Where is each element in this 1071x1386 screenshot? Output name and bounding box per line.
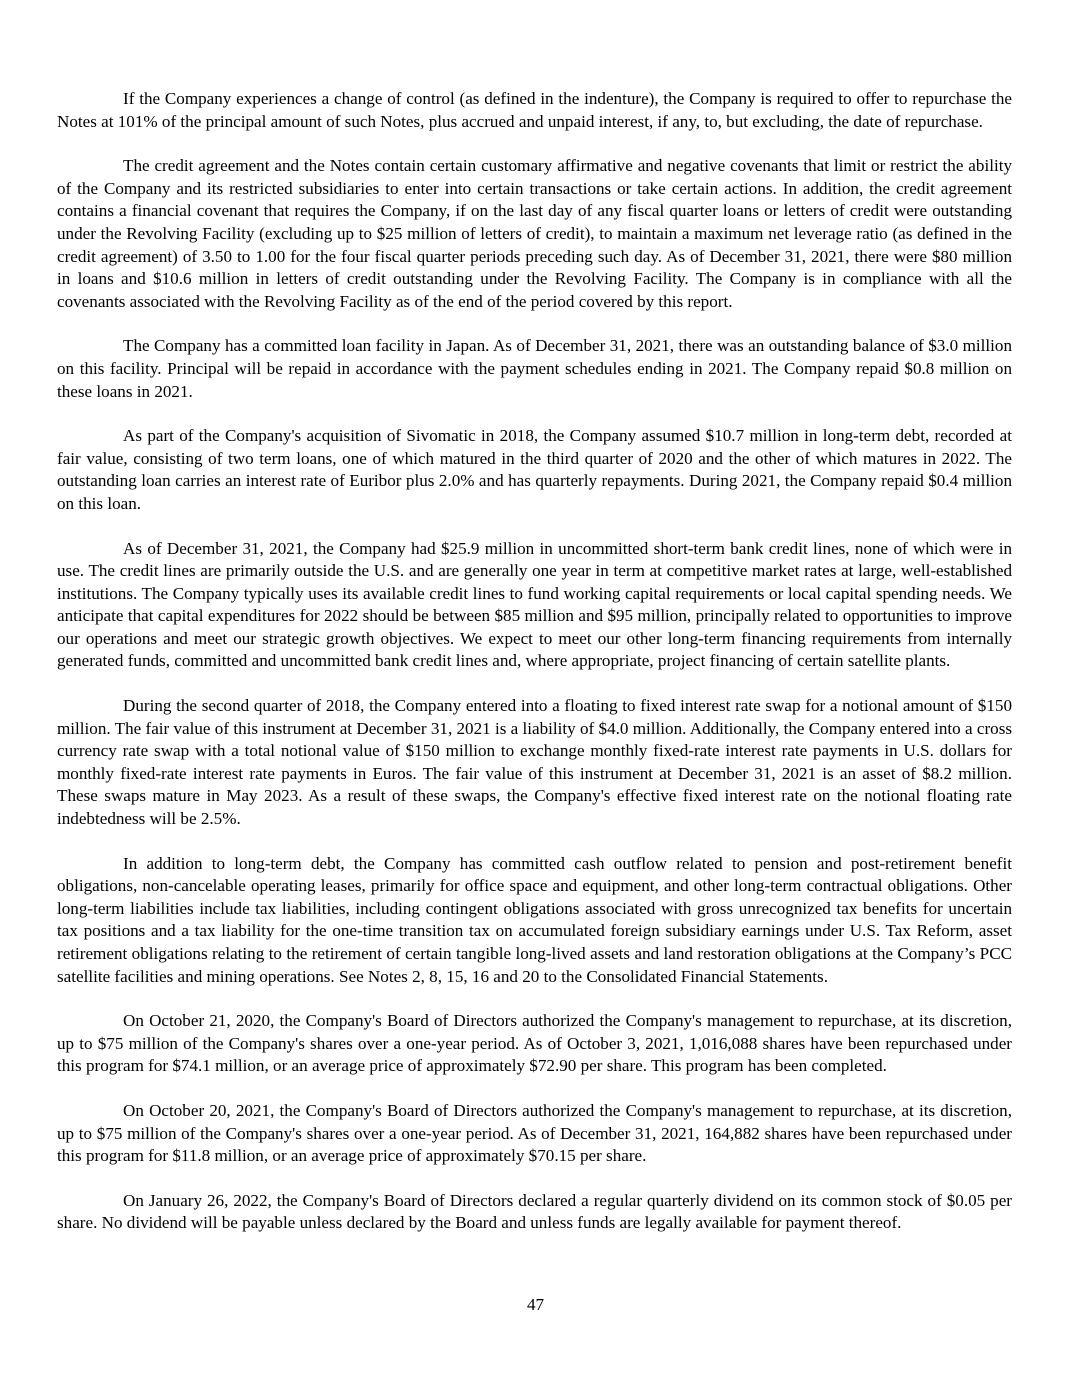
document-body [57,88,1012,1235]
paragraph-japan-loan-facility: The Company has a committed loan facility in Japan. As of December 31, 2021, there was an outstanding balance of $3.0 million on this facility. Principal will be repaid in accordance with the payment schedules ending in 2021. The Company repaid $0.8 million on these loans in 2021. [57,336,1012,401]
paragraph-uncommitted-credit-lines: As of December 31, 2021, the Company had $25.9 million in uncommitted short-term bank credit lines, none of which were in use. The credit lines are primarily outside the U.S. and are generally one year in term at competitive market rates at large, well-established institutions. The Company typically uses its available credit lines to fund working capital requirements or local capital spending needs. We anticipate that capital expenditures for 2022 should be between $85 million and $95 million, principally related to opportunities to improve our operations and meet our strategic growth objectives. We expect to meet our other long-term financing requirements from internally generated funds, committed and uncommitted bank credit lines and, where appropriate, project financing of certain satellite plants. [57,538,1012,671]
page-number: 47 [526,1295,545,1314]
paragraph-sivomatic-acquisition-debt: As part of the Company's acquisition of Sivomatic in 2018, the Company assumed $10.7 million in long-term debt, recorded at fair value, consisting of two term loans, one of which matured in the third quarter of 2020 and the other of which matures in 2022. The outstanding loan carries an interest rate of Euribor plus 2.0% and has quarterly repayments. During 2021, the Company repaid $0.4 million on this loan. [57,426,1012,513]
paragraph-other-long-term-obligations: In addition to long-term debt, the Company has committed cash outflow related to pension and post-retirement benefit obligations, non-cancelable operating leases, primarily for office space and equipment, and other long-term contractual obligations. Other long-term liabilities include tax liabilities, including contingent obligations associated with gross unrecognized tax benefits for uncertain tax positions and a tax liability for the one-time transition tax on accumulated foreign subsidiary earnings under U.S. Tax Reform, asset retirement obligations relating to the retirement of certain tangible long-lived assets and land restoration obligations at the Company’s PCC satellite facilities and mining operations. See Notes 2, 8, 15, 16 and 20 to the Consolidated Financial Statements. [57,853,1012,986]
paragraph-credit-agreement-covenants: The credit agreement and the Notes contain certain customary affirmative and negative covenants that limit or restrict the ability of the Company and its restricted subsidiaries to enter into certain transactions or take certain actions. In addition, the credit agreement contains a financial covenant that requires the Company, if on the last day of any fiscal quarter loans or letters of credit were outstanding under the Revolving Facility (excluding up to $25 million of letters of credit), to maintain a maximum net leverage ratio (as defined in the credit agreement) of 3.50 to 1.00 for the four fiscal quarter periods preceding such day. As of December 31, 2021, there were $80 million in loans and $10.6 million in letters of credit outstanding under the Revolving Facility. The Company is in compliance with all the covenants associated with the Revolving Facility as of the end of the period covered by this report. [57,156,1012,311]
paragraph-change-of-control: If the Company experiences a change of control (as defined in the indenture), the Company is required to offer to repurchase the Notes at 101% of the principal amount of such Notes, plus accrued and unpaid interest, if any, to, but excluding, the date of repurchase. [57,89,1012,131]
paragraph-interest-rate-swaps: During the second quarter of 2018, the Company entered into a floating to fixed interest rate swap for a notional amount of $150 million. The fair value of this instrument at December 31, 2021 is a liability of $4.0 million. Additionally, the Company entered into a cross currency rate swap with a total notional value of $150 million to exchange monthly fixed-rate interest rate payments in U.S. dollars for monthly fixed-rate interest rate payments in Euros. The fair value of this instrument at December 31, 2021 is an asset of $8.2 million. These swaps mature in May 2023. As a result of these swaps, the Company's effective fixed interest rate on the notional floating rate indebtedness will be 2.5%. [57,696,1012,829]
paragraph-quarterly-dividend: On January 26, 2022, the Company's Board of Directors declared a regular quarterly dividend on its common stock of $0.05 per share. No dividend will be payable unless declared by the Board and unless funds are legally available for payment thereof. [57,1190,1012,1233]
paragraph-buyback-october-2021: On October 20, 2021, the Company's Board of Directors authorized the Company's management to repurchase, at its discretion, up to $75 million of the Company's shares over a one-year period. As of December 31, 2021, 164,882 shares have been repurchased under this program for $11.8 million, or an average price of approximately $70.15 per share. [57,1100,1012,1166]
paragraph-buyback-october-2020: On October 21, 2020, the Company's Board of Directors authorized the Company's management to repurchase, at its discretion, up to $75 million of the Company's shares over a one-year period. As of October 3, 2021, 1,016,088 shares have been repurchased under this program for $74.1 million, or an average price of approximately $72.90 per share. This program has been completed. [57,1011,1012,1076]
